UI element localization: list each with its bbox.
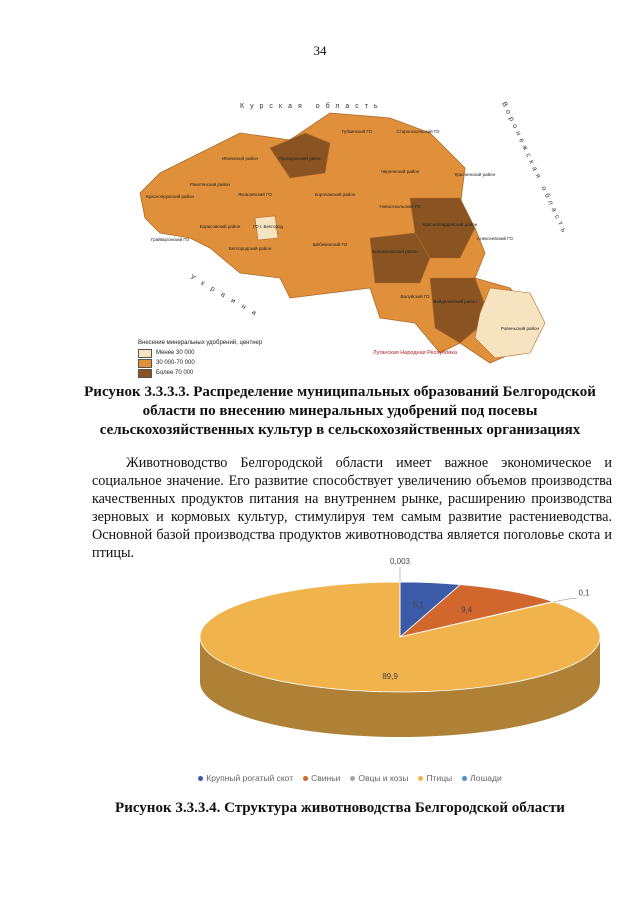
district-label: Старооскольский ГО	[396, 129, 440, 134]
district-label: Красногвардейский район	[422, 222, 478, 227]
district-label: Новооскольский ГО	[379, 204, 421, 209]
neighbor-north-label: Курская область	[240, 103, 384, 110]
legend-item-1	[303, 773, 340, 783]
legend-label: 30 000-70 000	[156, 360, 195, 366]
legend-item-4	[462, 773, 502, 783]
district-label: Грайворонский ГО	[150, 237, 190, 242]
legend-label: Птицы	[426, 773, 453, 783]
legend-swatch	[138, 359, 152, 368]
legend-label: Крупный рогатый скот	[206, 773, 294, 783]
body-paragraph	[92, 454, 612, 562]
district-label: Прохоровский район	[278, 156, 322, 161]
legend-marker	[350, 776, 355, 781]
district-label: Корочанский район	[314, 192, 356, 197]
district-label: Алексеевский ГО	[477, 236, 513, 241]
district-label: Волоконовский район	[372, 249, 418, 254]
legend-marker	[303, 776, 308, 781]
district-label: Борисовский район	[199, 224, 241, 229]
legend-label: Свиньи	[311, 773, 341, 783]
legend-marker	[462, 776, 467, 781]
district-label: Яковлевский ГО	[238, 192, 272, 197]
map-legend-item-high	[138, 368, 262, 378]
map-legend-item-mid	[138, 358, 262, 368]
district-label: Ровеньский район	[501, 326, 539, 331]
district-label: ГО г. Белгород	[252, 224, 284, 229]
neighbor-east-label: Воронежская область	[500, 100, 569, 238]
data-label-0: 5,1	[412, 600, 424, 610]
district-label: Ивнянский район	[221, 156, 259, 161]
neighbor-south-label: Украина	[189, 273, 265, 322]
data-label-1: 9,4	[461, 605, 473, 615]
legend-label: Лошади	[470, 773, 502, 783]
map-legend-item-low	[138, 348, 262, 358]
district-label: Краснояружский район	[145, 194, 195, 199]
legend-label: Менее 30 000	[156, 350, 195, 356]
district-label: Вейделевский район	[433, 299, 477, 304]
legend-marker	[418, 776, 423, 781]
pie-chart	[180, 557, 620, 772]
figure-caption-map: Рисунок 3.3.3.3. Распределение муниципальных образований Белгородской области по внесению минеральных удобрений под посевы сельскохозяйственных культур в сельскохозяйственных организациях	[84, 384, 596, 438]
legend-item-3	[418, 773, 452, 783]
legend-marker	[198, 776, 203, 781]
legend-swatch	[138, 369, 152, 378]
data-label-4: 0,003	[389, 557, 410, 566]
data-label-2: 0,1	[578, 588, 590, 598]
lugansk-label: Луганская Народная Республика	[373, 350, 457, 356]
district-label: Шебекинский ГО	[312, 242, 348, 247]
district-label: Валуйский ГО	[400, 294, 430, 299]
page-number: 34	[313, 43, 327, 58]
map-legend-title: Внесение минеральных удобрений, центнер	[138, 340, 263, 346]
leader-line	[553, 599, 576, 602]
district-label: Красненский район	[454, 172, 496, 177]
legend-label: Более 70 000	[156, 370, 194, 376]
district-label: Чернянский район	[380, 169, 420, 174]
chart-legend	[180, 773, 520, 783]
region-map	[130, 78, 570, 378]
legend-item-0	[198, 773, 293, 783]
district-rovensky	[475, 288, 545, 358]
district-label: Ракитянский район	[190, 182, 230, 187]
paragraph-text: Животноводство Белгородской области имеет важное экономическое и социальное значение. Его развитие способствует увеличению объемов производства качественных продуктов питания на внутреннем рынке, расширению производства зерновых и кормовых культур, стимулируя тем самым развитие растениеводства. Основной базой производства продуктов животноводства является поголовье скота и птицы.	[92, 455, 612, 561]
district-label: Белгородский район	[228, 246, 272, 251]
figure-caption-chart: Рисунок 3.3.3.4. Структура животноводства Белгородской области	[115, 800, 565, 816]
legend-item-2	[350, 773, 408, 783]
district-label: Губкинский ГО	[341, 129, 373, 134]
data-label-3: 89,9	[382, 672, 398, 681]
legend-swatch	[138, 349, 152, 358]
legend-label: Овцы и козы	[358, 773, 409, 783]
map-legend	[138, 340, 262, 378]
